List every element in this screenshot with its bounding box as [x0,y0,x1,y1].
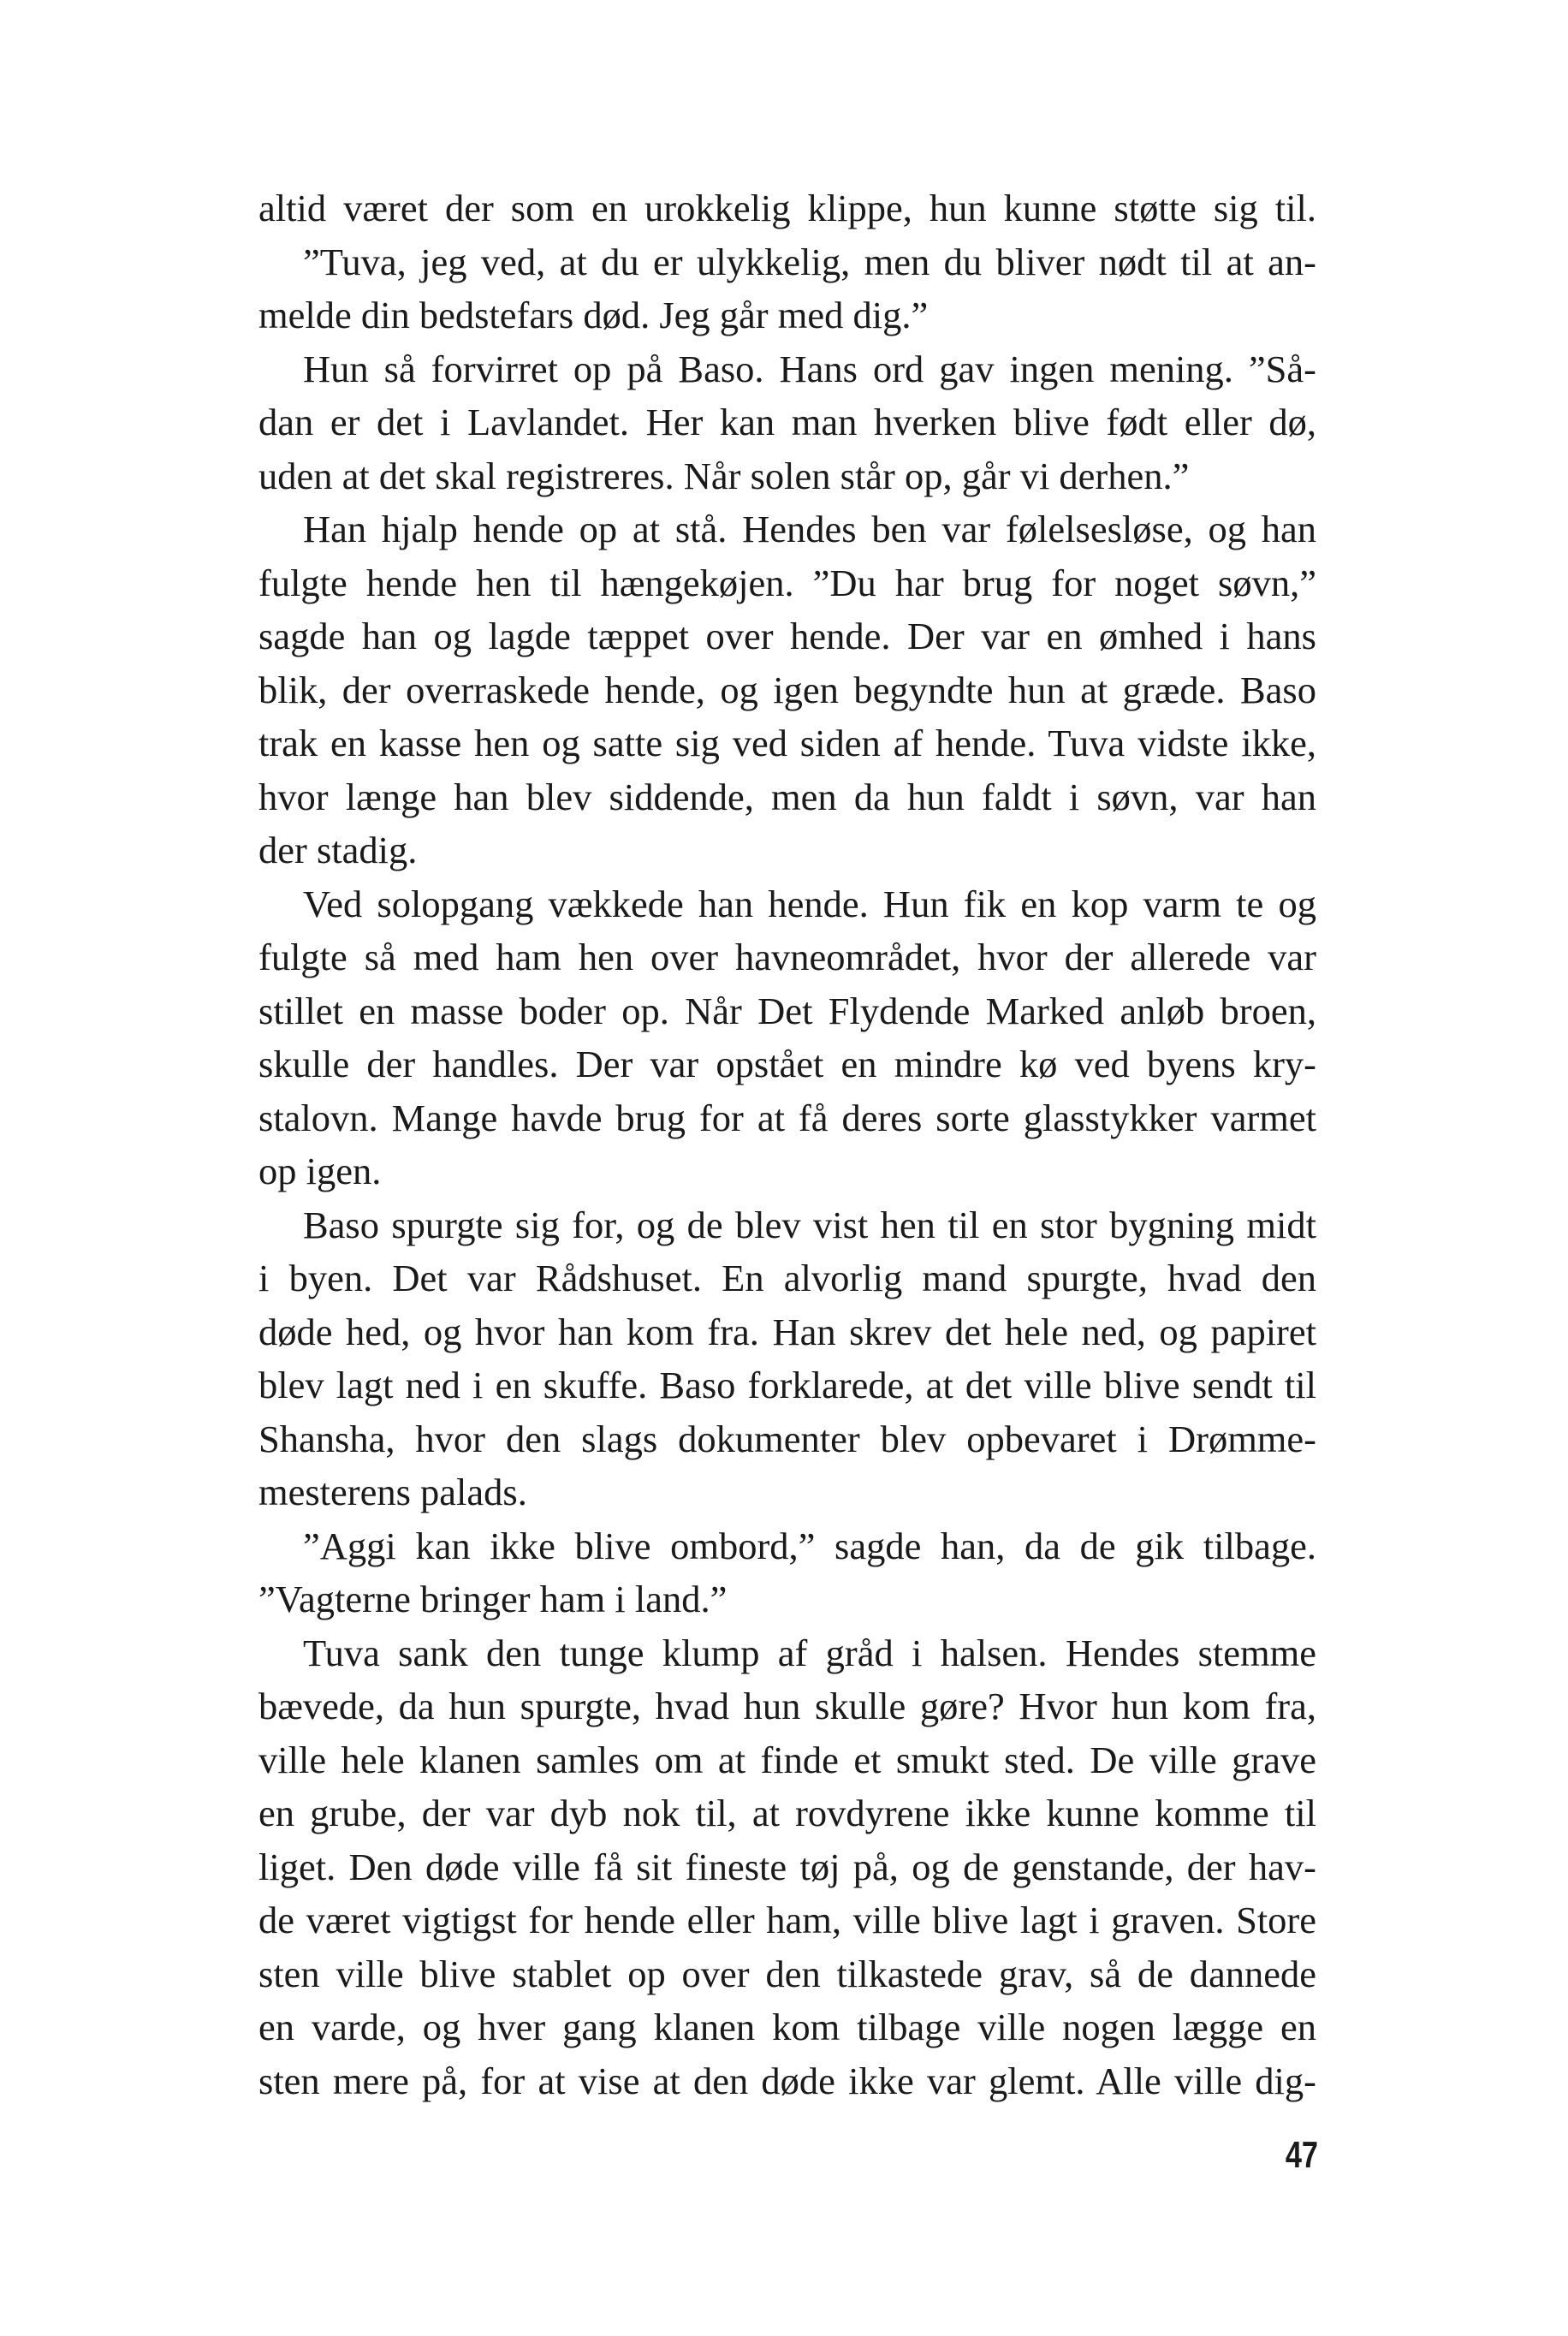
text-line: ”Aggi kan ikke blive ombord,” sagde han, da de gik tilbage. [303,1524,1316,1567]
text-line: de været vigtigst for hende eller ham, ville blive lagt i graven. Store [258,1899,1316,1941]
text-line: sten mere på, for at vise at den døde ikke var glemt. Alle ville dig- [258,2059,1316,2102]
text-line: Ved solopgang vækkede han hende. Hun fik en kop varm te og [303,882,1316,925]
text-line: op igen. [258,1150,382,1192]
page-number: 47 [1285,2134,1318,2176]
text-line: stillet en masse boder op. Når Det Flydende Marked anløb broen, [258,989,1316,1032]
text-line: blik, der overraskede hende, og igen begyndte hun at græde. Baso [258,668,1316,711]
text-line: en grube, der var dyb nok til, at rovdyrene ikke kunne komme til [258,1792,1316,1834]
text-line: liget. Den døde ville få sit fineste tøj på, og de genstande, der hav- [258,1845,1316,1888]
text-line: melde din bedstefars død. Jeg går med dig.” [258,294,929,336]
text-line: Baso spurgte sig for, og de blev vist hen til en stor bygning midt [303,1203,1316,1246]
text-line: fulgte så med ham hen over havneområdet, hvor der allerede var [258,936,1316,978]
text-line: Tuva sank den tunge klump af gråd i halsen. Hendes stemme [303,1631,1316,1674]
text-line: Han hjalp hende op at stå. Hendes ben var følelsesløse, og han [303,508,1316,550]
text-line: trak en kasse hen og satte sig ved siden af hende. Tuva vidste ikke, [258,722,1316,764]
text-line: skulle der handles. Der var opstået en mindre kø ved byens kry- [258,1043,1316,1085]
text-line: Shansha, hvor den slags dokumenter blev opbevaret i Drømme- [258,1417,1316,1460]
text-line: ”Tuva, jeg ved, at du er ulykkelig, men du bliver nødt til at an- [303,240,1316,283]
text-line: sten ville blive stablet op over den tilkastede grav, så de dannede [258,1952,1316,1995]
text-line: sagde han og lagde tæppet over hende. Der var en ømhed i hans [258,615,1316,657]
text-line: blev lagt ned i en skuffe. Baso forklarede, at det ville blive sendt til [258,1364,1316,1406]
text-line: døde hed, og hvor han kom fra. Han skrev det hele ned, og papiret [258,1310,1316,1353]
text-line: ”Vagterne bringer ham i land.” [258,1578,728,1620]
text-line: en varde, og hver gang klanen kom tilbage ville nogen lægge en [258,2006,1316,2048]
text-line: stalovn. Mange havde brug for at få deres sorte glasstykker varmet [258,1096,1316,1139]
text-line: Hun så forvirret op på Baso. Hans ord gav ingen mening. ”Så- [303,347,1316,390]
text-line: i byen. Det var Rådshuset. En alvorlig mand spurgte, hvad den [258,1257,1316,1299]
text-line: bævede, da hun spurgte, hvad hun skulle gøre? Hvor hun kom fra, [258,1685,1316,1727]
text-line: der stadig. [258,829,418,871]
text-line: dan er det i Lavlandet. Her kan man hverken blive født eller dø, [258,401,1316,443]
text-line: ville hele klanen samles om at finde et smukt sted. De ville grave [258,1738,1316,1781]
body-text [258,181,1316,2107]
text-line: altid været der som en urokkelig klippe, hun kunne støtte sig til. [258,187,1316,229]
text-line: fulgte hende hen til hængekøjen. ”Du har brug for noget søvn,” [258,561,1316,604]
text-line: uden at det skal registreres. Når solen står op, går vi derhen.” [258,454,1190,497]
text-line: hvor længe han blev siddende, men da hun faldt i søvn, var han [258,775,1316,818]
text-line: mesterens palads. [258,1471,527,1513]
